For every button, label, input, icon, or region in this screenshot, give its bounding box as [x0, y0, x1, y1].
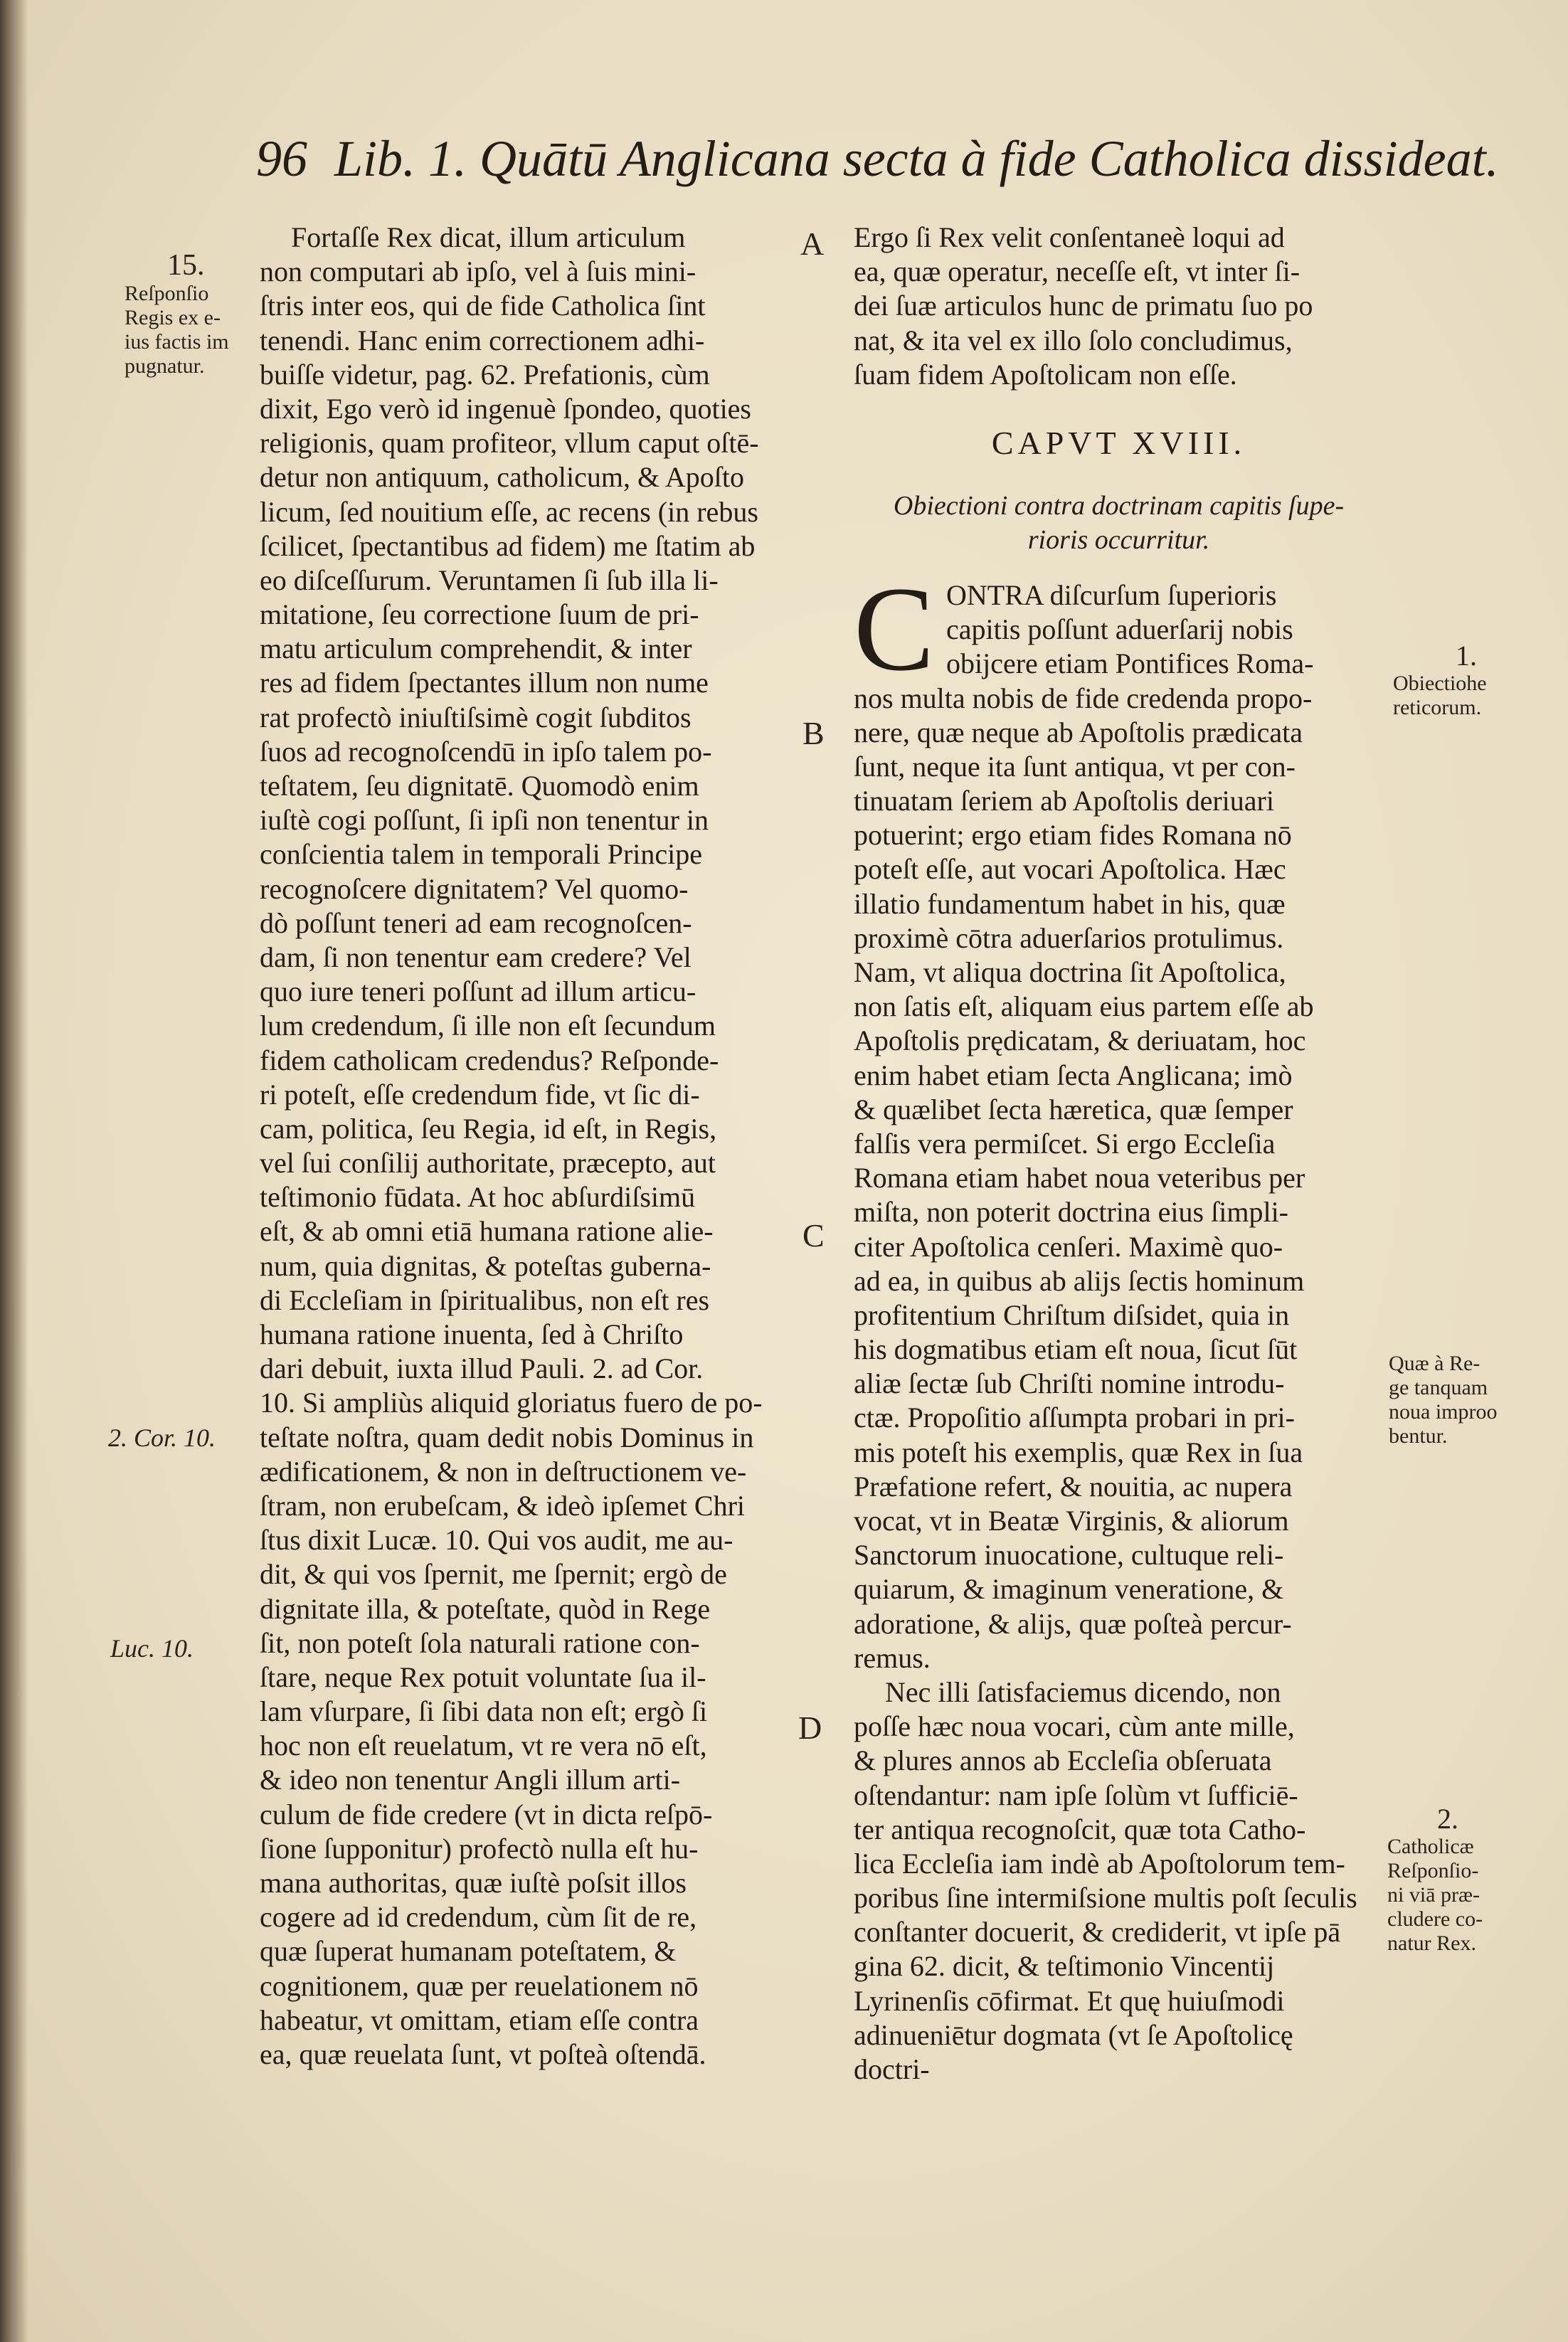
section-marker-b: B	[802, 715, 825, 751]
text-line: mitatione, ſeu correctione ſuum de pri-	[260, 598, 699, 631]
text-line: dari debuit, iuxta illud Pauli. 2. ad Cor.	[260, 1352, 704, 1385]
margin-note-number: 15.	[167, 249, 205, 282]
text-line: quo iure teneri poſſunt ad illum articu-	[260, 975, 696, 1008]
text-line: ſuos ad recognoſcendū in ipſo talem po-	[260, 735, 712, 768]
margin-note-1	[1393, 640, 1487, 720]
text-line: num, quia dignitas, & poteſtas guberna-	[260, 1249, 711, 1282]
margin-note-number: 1.	[1456, 640, 1477, 672]
section-marker-c: C	[802, 1217, 825, 1254]
text-line: lam vſurpare, ſi ſibi data non eſt; ergò ſi	[260, 1695, 708, 1728]
text-line: falſis vera permiſcet. Si ergo Eccleſia	[854, 1127, 1276, 1160]
text-line: eo diſceſſurum. Veruntamen ſi ſub illa li-	[260, 563, 719, 596]
text-line: adinueniētur dogmata (vt ſe Apoſtolicę	[854, 2018, 1293, 2051]
text-line: dixit, Ego verò id ingenuè ſpondeo, quoties	[260, 392, 751, 425]
text-line: teſtatem, ſeu dignitatē. Quomodò enim	[260, 770, 699, 802]
text-line: profitentium Chriſtum diſsidet, quia in	[854, 1298, 1290, 1331]
section-marker-d: D	[798, 1710, 822, 1746]
text-line: ea, quæ reuelata ſunt, vt poſteà oſtendā.	[260, 2038, 706, 2070]
text-line: vocat, vt in Beatæ Virginis, & aliorum	[854, 1505, 1289, 1537]
text-line: miſta, non poterit doctrina eius ſimpli-	[854, 1196, 1288, 1229]
text-line: poſſe hæc noua vocari, cùm ante mille,	[854, 1710, 1295, 1743]
text-line: rat profectò iniuſtiſsimè cogit ſubditos	[260, 701, 692, 733]
chapter-title: CAPVT XVIII.	[991, 424, 1246, 461]
text-line: eſt, & ab omni etiā humana ratione alie-	[260, 1215, 714, 1248]
text-line: Nam, vt aliqua doctrina ſit Apoſtolica,	[854, 956, 1286, 988]
margin-note-line: Obiectiohe	[1393, 672, 1487, 695]
text-line: his dogmatibus etiam eſt noua, ſicut ſūt	[854, 1333, 1298, 1366]
text-line: ſuam fidem Apoſtolicam non eſſe.	[854, 358, 1237, 391]
text-line: Sanctorum inuocatione, cultuque reli-	[854, 1539, 1284, 1572]
text-line: teſtimonio fūdata. At hoc abſurdiſsimū	[260, 1181, 696, 1214]
text-line: ONTRA diſcurſum ſuperioris	[946, 578, 1277, 611]
text-line: teſtate noſtra, quam dedit nobis Dominus in	[260, 1421, 754, 1453]
text-line: Præfatione refert, & nouitia, ac nupera	[854, 1470, 1293, 1503]
text-line: poribus ſine intermiſsione multis poſt ſeculis	[854, 1882, 1357, 1914]
chapter-subtitle-line: rioris occurritur.	[1027, 524, 1210, 555]
text-line: di Eccleſiam in ſpiritualibus, non eſt res	[260, 1283, 710, 1316]
right-top-paragraph	[854, 221, 1384, 392]
text-line: quæ ſuperat humanam poteſtatem, &	[260, 1935, 677, 1968]
margin-note-line: reticorum.	[1393, 696, 1482, 719]
margin-note-line: noua improo	[1389, 1400, 1498, 1424]
text-line: obijcere etiam Pontifices Roma-	[946, 647, 1314, 680]
text-line: licum, ſed nouitium eſſe, ac recens (in rebus	[260, 495, 758, 528]
text-line: quiarum, & imaginum veneratione, &	[854, 1573, 1284, 1606]
text-line: dei ſuæ articulos hunc de primatu ſuo po	[854, 290, 1313, 322]
binding-gutter	[0, 0, 28, 2342]
text-line: Nec illi ſatisfaciemus dicendo, non	[885, 1675, 1281, 1708]
text-line: Apoſtolis prędicatam, & deriuatam, hoc	[854, 1024, 1306, 1057]
text-line: & quælibet ſecta hæretica, quæ ſemper	[854, 1093, 1293, 1125]
margin-note-line: cludere co-	[1387, 1907, 1483, 1931]
margin-note-line: bentur.	[1389, 1424, 1448, 1448]
text-line: conſcientia talem in temporali Principe	[260, 838, 703, 871]
margin-ref-luc: Luc. 10.	[110, 1634, 194, 1663]
text-line: enim habet etiam ſecta Anglicana; imò	[854, 1059, 1293, 1091]
margin-note-line: ius factis im	[125, 330, 229, 354]
text-line: ſunt, neque ita ſunt antiqua, vt per con-	[854, 750, 1296, 783]
text-line: ri poteſt, eſſe credendum fide, vt ſic di-	[260, 1078, 700, 1111]
text-line: ſtus dixit Lucæ. 10. Qui vos audit, me au-	[260, 1524, 733, 1557]
text-line: gina 62. dicit, & teſtimonio Vincentij	[854, 1950, 1275, 1983]
text-line: ter antiqua recognoſcit, quæ tota Catho-	[854, 1813, 1306, 1845]
text-line: religionis, quam profiteor, vllum caput oſtē-	[260, 427, 759, 460]
text-line: citer Apoſtolica cenſeri. Maximè quo-	[854, 1230, 1283, 1263]
text-line: buiſſe videtur, pag. 62. Prefationis, cùm	[260, 358, 710, 391]
text-line: Ergo ſi Rex velit conſentaneè loqui ad	[854, 221, 1285, 253]
text-line: 10. Si ampliùs aliquid gloriatus fuero de po-	[260, 1387, 763, 1419]
left-text-column	[260, 221, 778, 2072]
running-title: Lib. 1. Quātū Anglicana secta à fide Catholica dissideat.	[334, 130, 1499, 187]
text-line: ſcilicet, ſpectantibus ad fidem) me ſtatim ab	[260, 529, 756, 562]
text-line: recognoſcere dignitatem? Vel quomo-	[260, 872, 689, 905]
page-number: 96	[256, 130, 307, 187]
margin-note-line: natur Rex.	[1387, 1932, 1476, 1955]
text-line: mis poteſt his exemplis, quæ Rex in ſua	[854, 1436, 1303, 1468]
text-line: nos multa nobis de fide credenda propo-	[854, 682, 1313, 714]
text-line: matu articulum comprehendit, & inter	[260, 632, 692, 665]
text-line: iuſtè cogi poſſunt, ſi ipſi non tenentur in	[260, 804, 709, 837]
margin-note-quae	[1389, 1352, 1497, 1448]
margin-note-line: Regis ex e-	[125, 306, 221, 329]
text-line: cogere ad id credendum, cùm ſit de re,	[260, 1901, 697, 1934]
text-line: hoc non eſt reuelatum, vt re vera nō eſt,	[260, 1729, 707, 1762]
running-header	[256, 120, 1499, 198]
margin-note-line: Reſponſio-	[1387, 1859, 1479, 1882]
text-line: capitis poſſunt aduerſarij nobis	[946, 613, 1293, 646]
text-line: remus.	[854, 1641, 931, 1674]
text-line: ſtare, neque Rex potuit voluntate ſua il-	[260, 1660, 706, 1693]
margin-note-2	[1387, 1803, 1483, 1956]
margin-ref-cor: 2. Cor. 10.	[108, 1424, 216, 1452]
text-line: fidem catholicam credendus? Reſponde-	[260, 1044, 719, 1076]
chapter-subtitle	[854, 489, 1384, 557]
text-line: detur non antiquum, catholicum, & Apoſto	[260, 461, 745, 494]
text-line: poteſt eſſe, aut vocari Apoſtolica. Hæc	[854, 853, 1286, 886]
text-line: ctæ. Propoſitio aſſumpta probari in pri-	[854, 1402, 1295, 1434]
text-line: ſione ſupponitur) profectò nulla eſt hu-	[260, 1832, 699, 1865]
text-line: ſtram, non erubeſcam, & ideò ipſemet Chri	[260, 1489, 746, 1522]
text-line: tinuatam ſeriem ab Apoſtolis deriuari	[854, 785, 1274, 817]
text-line: doctri-	[854, 2053, 930, 2085]
margin-note-number: 2.	[1437, 1803, 1458, 1835]
text-line: oſtendantur: nam ipſe ſolùm vt ſufficiē-	[854, 1779, 1298, 1811]
text-line: illatio fundamentum habet in his, quæ	[854, 887, 1286, 920]
text-line: vel ſui conſilij authoritate, præcepto, aut	[260, 1147, 716, 1180]
text-line: non ſatis eſt, aliquam eius partem eſſe ab	[854, 990, 1314, 1023]
right-body-text	[854, 682, 1384, 2087]
text-line: res ad fidem ſpectantes illum non nume	[260, 667, 709, 699]
text-line: conſtanter docuerit, & crediderit, vt ipſe pā	[854, 1916, 1341, 1949]
drop-cap-paragraph	[854, 561, 1384, 696]
text-line: dit, & qui vos ſpernit, me ſpernit; ergò de	[260, 1558, 727, 1591]
text-line: dam, ſi non tenentur eam credere? Vel	[260, 940, 692, 973]
text-line: Fortaſſe Rex dicat, illum articulum	[291, 221, 686, 253]
margin-note-line: Quæ à Re-	[1389, 1352, 1480, 1375]
right-text-column	[854, 221, 1384, 2087]
margin-note-line: Reſponſio	[125, 282, 209, 305]
margin-note-15	[125, 249, 229, 378]
text-line: dò poſſunt teneri ad eam recognoſcen-	[260, 906, 692, 939]
text-line: ea, quæ operatur, neceſſe eſt, vt inter ſi-	[854, 255, 1301, 288]
text-line: humana ratione inuenta, ſed à Chriſto	[260, 1318, 684, 1350]
text-line: cognitionem, quæ per reuelationem nō	[260, 1969, 699, 2002]
text-line: aliæ ſectæ ſub Chriſti nomine introdu-	[854, 1367, 1285, 1400]
text-line: ædificationem, & non in deſtructionem ve-	[260, 1455, 747, 1488]
text-line: culum de fide credere (vt in dicta reſpō-	[260, 1798, 713, 1830]
text-line: nat, & ita vel ex illo ſolo concludimus,	[854, 324, 1293, 356]
chapter-subtitle-line: Obiectioni contra doctrinam capitis ſupe-	[893, 490, 1345, 521]
text-line: tenendi. Hanc enim correctionem adhi-	[260, 324, 705, 356]
text-line: & ideo non tenentur Angli illum arti-	[260, 1764, 681, 1796]
text-line: ſtris inter eos, qui de fide Catholica ſint	[260, 290, 706, 322]
margin-note-line: ni viā præ-	[1387, 1883, 1480, 1907]
text-line: habeatur, vt omittam, etiam eſſe contra	[260, 2003, 699, 2036]
text-line: non computari ab ipſo, vel à ſuis mini-	[260, 255, 696, 288]
text-line: adoratione, & alijs, quæ poſteà percur-	[854, 1607, 1292, 1640]
text-line: cam, politica, ſeu Regia, id eſt, in Regis,	[260, 1112, 717, 1145]
text-line: dignitate illa, & poteſtate, quòd in Rege	[260, 1592, 711, 1625]
drop-cap-letter: C	[854, 561, 935, 696]
text-line: lum credendum, ſi ille non eſt ſecundum	[260, 1010, 716, 1042]
section-marker-a: A	[800, 226, 825, 262]
margin-note-line: Catholicæ	[1387, 1835, 1474, 1858]
text-line: proximè cōtra aduerſarios protulimus.	[854, 921, 1284, 954]
text-line: ad ea, in quibus ab alijs ſectis hominum	[854, 1264, 1305, 1297]
margin-note-line: ge tanquam	[1389, 1376, 1488, 1399]
margin-note-line: pugnatur.	[125, 354, 205, 378]
text-line: mana authoritas, quæ iuſtè poſsit illos	[260, 1867, 687, 1899]
text-line: & plures annos ab Eccleſia obſeruata	[854, 1744, 1272, 1777]
text-line: Lyrinenſis cōfirmat. Et quę huiuſmodi	[854, 1984, 1285, 2017]
text-line: lica Eccleſia iam indè ab Apoſtolorum tem-	[854, 1847, 1345, 1880]
text-line: potuerint; ergo etiam fides Romana nō	[854, 819, 1292, 852]
text-line: ſit, non poteſt ſola naturali ratione con-	[260, 1626, 700, 1659]
text-line: Romana etiam habet noua veteribus per	[854, 1162, 1305, 1194]
text-line: nere, quæ neque ab Apoſtolis prædicata	[854, 716, 1303, 748]
